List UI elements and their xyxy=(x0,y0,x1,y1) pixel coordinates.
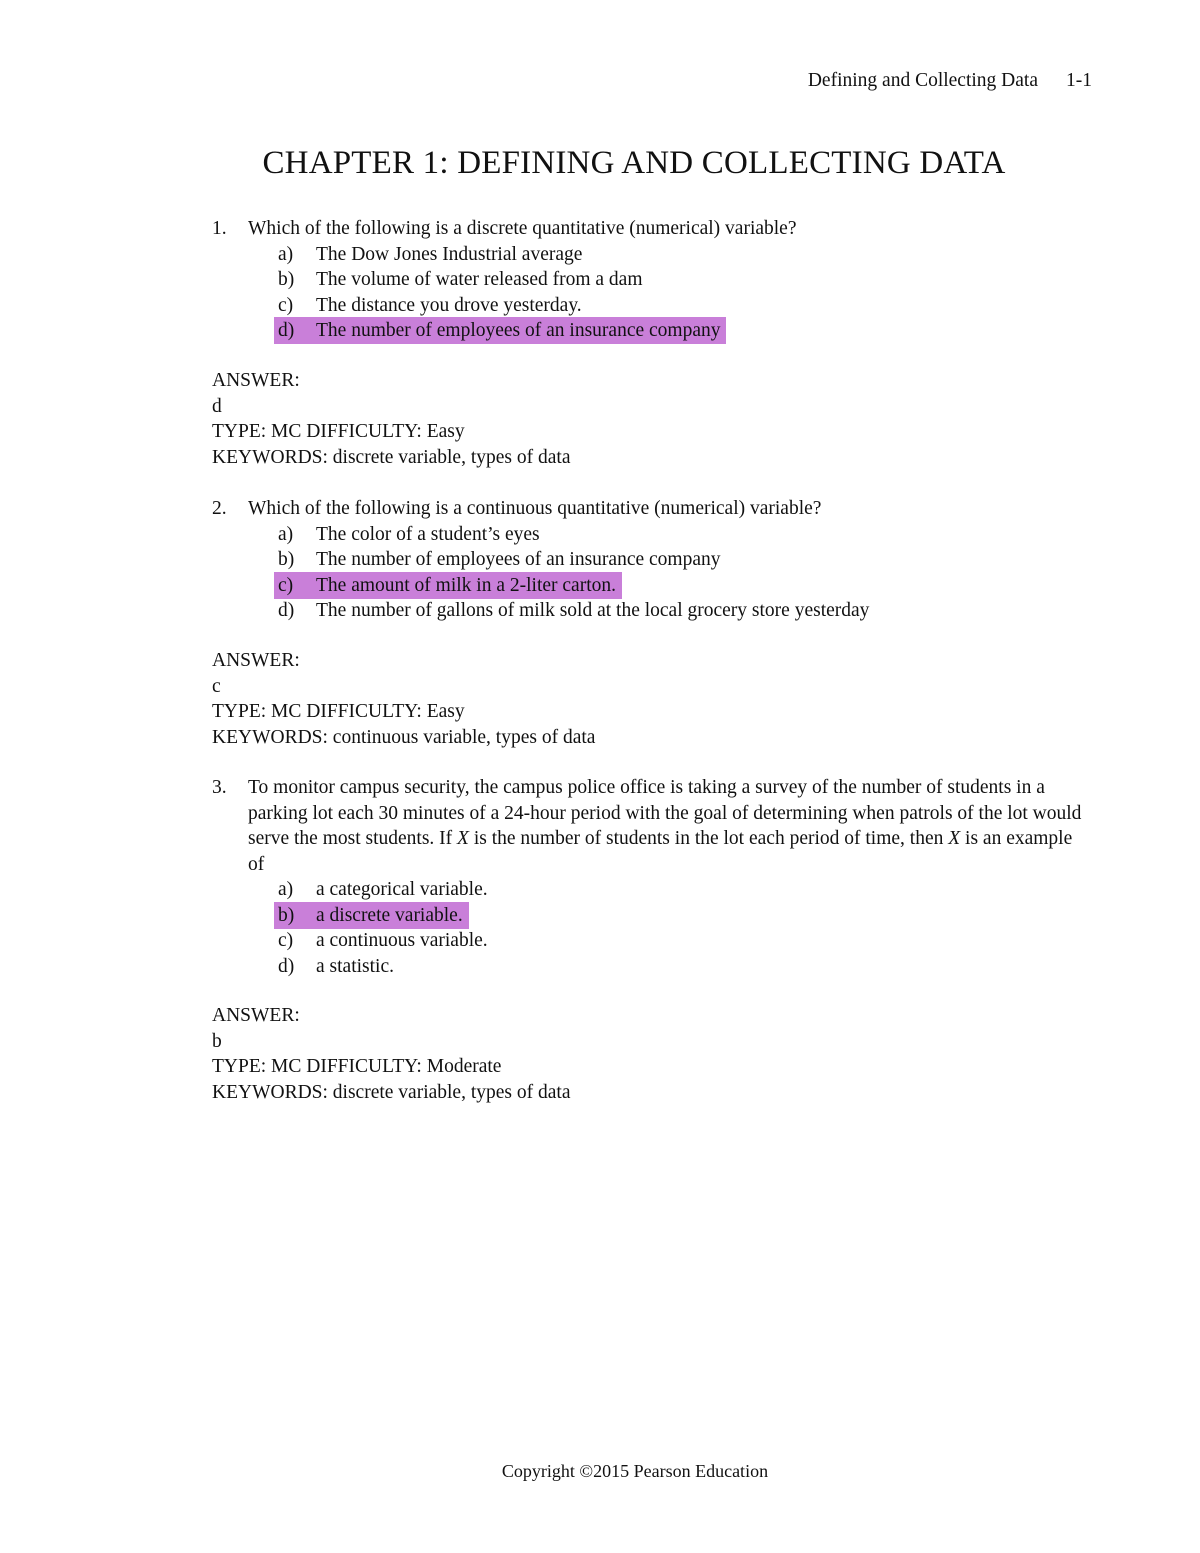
type-difficulty: TYPE: MC DIFFICULTY: Easy xyxy=(212,701,465,722)
running-header xyxy=(808,70,1092,92)
option-c: c) a continuous variable. xyxy=(278,930,488,951)
option-list xyxy=(278,242,1092,344)
variable-x: X xyxy=(457,828,469,849)
answer-heading: ANSWER: xyxy=(212,370,300,391)
highlight: c) The amount of milk in a 2-liter carton. xyxy=(274,572,622,599)
answer-value: d xyxy=(212,395,222,417)
answer-value: c xyxy=(212,675,221,697)
option-d: d) a statistic. xyxy=(278,955,394,977)
answer-heading: ANSWER: xyxy=(212,1005,300,1026)
question-text: Which of the following is a discrete quantitative (numerical) variable? xyxy=(248,218,797,239)
option-b: b) The volume of water released from a dam xyxy=(278,269,643,290)
option-b-highlighted xyxy=(278,903,1092,929)
option-list xyxy=(278,877,1092,979)
question-text: To monitor campus security, the campus police office is taking a survey of the number of students in a parking lot each 30 minutes of a 24-hour period with the goal of determining when patrols of the lot would serve the most students. If X is the number of students in the lot each period of time, then X is an example of xyxy=(248,777,1082,875)
question-stem xyxy=(212,775,1092,877)
option-a: a) The Dow Jones Industrial average xyxy=(278,243,583,265)
question-number: 2. xyxy=(212,498,227,519)
question-3 xyxy=(212,775,1092,979)
question-stem xyxy=(212,216,1092,242)
option-c-highlighted xyxy=(278,573,1092,599)
answer-heading: ANSWER: xyxy=(212,650,300,671)
question-stem xyxy=(212,496,1092,522)
copyright-footer: Copyright ©2015 Pearson Education xyxy=(501,1461,769,1481)
type-difficulty: TYPE: MC DIFFICULTY: Easy xyxy=(212,421,465,442)
highlight: b) a discrete variable. xyxy=(274,902,469,929)
page-number: 1-1 xyxy=(1066,70,1092,91)
chapter-title: CHAPTER 1: DEFINING AND COLLECTING DATA xyxy=(262,145,1006,181)
type-difficulty: TYPE: MC DIFFICULTY: Moderate xyxy=(212,1056,502,1077)
question-number: 1. xyxy=(212,218,227,239)
question-2 xyxy=(212,496,1092,624)
answer-block-3 xyxy=(212,1003,570,1105)
question-text: Which of the following is a continuous quantitative (numerical) variable? xyxy=(248,498,822,519)
option-a: a) The color of a student’s eyes xyxy=(278,523,540,545)
keywords: KEYWORDS: continuous variable, types of data xyxy=(212,726,596,748)
option-a: a) a categorical variable. xyxy=(278,879,488,900)
option-c: c) The distance you drove yesterday. xyxy=(278,294,582,316)
running-title: Defining and Collecting Data xyxy=(807,70,1038,91)
option-list xyxy=(278,522,1092,624)
answer-value: b xyxy=(212,1030,222,1052)
answer-block-2 xyxy=(212,648,595,750)
question-1 xyxy=(212,216,1092,344)
answer-block-1 xyxy=(212,368,570,470)
highlight: d) The number of employees of an insurance company xyxy=(274,317,726,344)
variable-x: X xyxy=(948,828,961,849)
option-d: d) The number of gallons of milk sold at the local grocery store yesterday xyxy=(278,600,870,621)
question-number: 3. xyxy=(212,777,227,798)
keywords: KEYWORDS: discrete variable, types of data xyxy=(212,1081,571,1103)
option-b: b) The number of employees of an insurance company xyxy=(278,549,721,570)
keywords: KEYWORDS: discrete variable, types of data xyxy=(212,446,571,468)
option-d-highlighted xyxy=(278,318,1092,344)
